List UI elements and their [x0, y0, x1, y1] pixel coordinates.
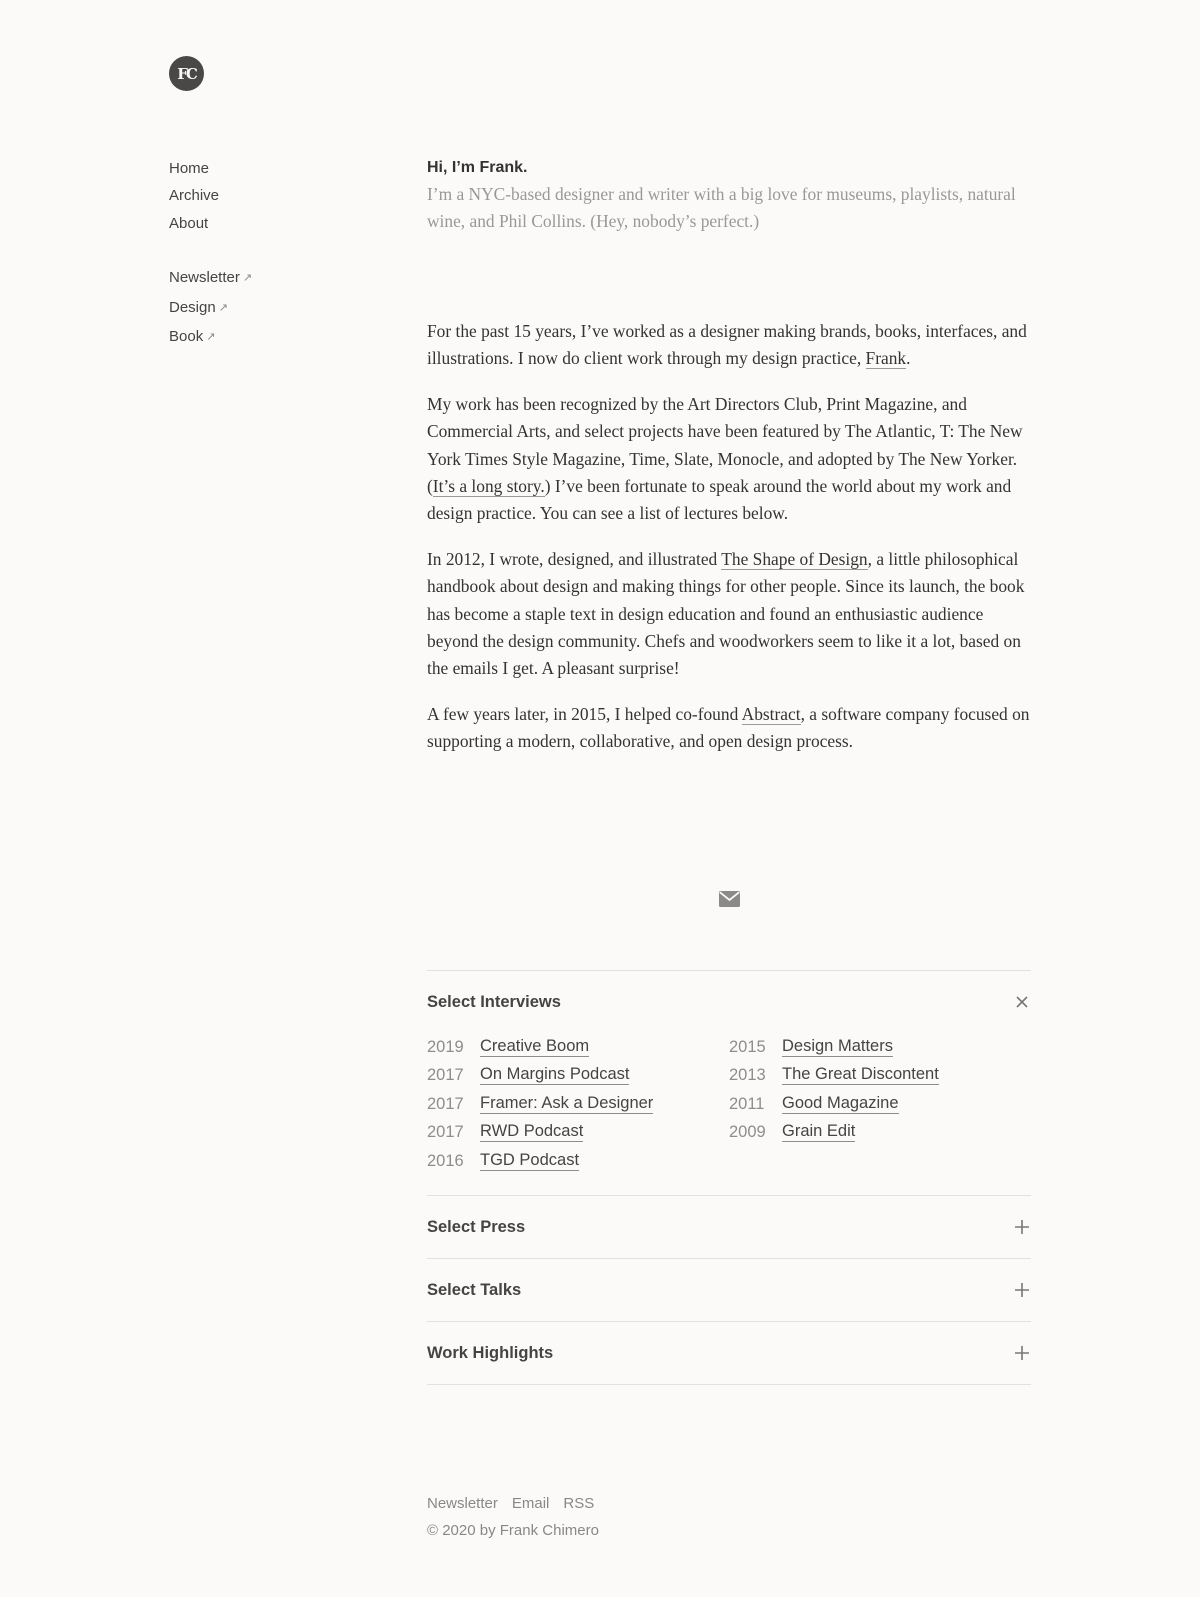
nav-newsletter-label: Newsletter	[169, 269, 240, 287]
mail-icon[interactable]	[719, 891, 740, 907]
nav-design[interactable]	[169, 294, 369, 323]
copyright: © 2020 by Frank Chimero	[427, 1522, 599, 1540]
interview-year: 2019	[427, 1038, 464, 1056]
accordion	[427, 970, 1031, 1385]
interviews-header[interactable]	[427, 971, 1031, 1033]
plus-icon[interactable]	[1013, 1344, 1031, 1362]
interview-year: 2017	[427, 1094, 464, 1113]
list-item	[427, 1090, 729, 1118]
interview-link[interactable]: On Margins Podcast	[480, 1065, 630, 1084]
interviews-section	[427, 970, 1031, 1195]
footer-email-link[interactable]: Email	[511, 1495, 550, 1512]
footer-rss-link[interactable]: RSS	[563, 1495, 595, 1512]
external-arrow-icon: ↗	[218, 301, 228, 314]
press-section	[427, 1195, 1031, 1258]
nav-archive[interactable]: Archive	[169, 187, 220, 205]
bio-paragraph	[427, 701, 1031, 756]
interview-link[interactable]: Good Magazine	[782, 1093, 899, 1112]
sidebar-nav	[169, 155, 369, 352]
section-title: Select Talks	[427, 1280, 522, 1299]
page-title: Hi, I’m Frank.	[427, 159, 528, 176]
primary-nav	[169, 155, 369, 237]
list-item	[427, 1118, 729, 1146]
list-item	[427, 1061, 729, 1089]
bio-paragraph	[427, 318, 1031, 373]
list-item	[427, 1033, 729, 1061]
list-item	[729, 1090, 1031, 1118]
intro	[427, 155, 1031, 236]
bio-paragraph	[427, 546, 1031, 683]
interview-link[interactable]: Framer: Ask a Designer	[480, 1093, 654, 1112]
footer-links	[427, 1490, 1031, 1517]
list-item	[729, 1061, 1031, 1089]
interview-year: 2017	[427, 1123, 464, 1142]
plus-icon[interactable]	[1013, 1281, 1031, 1299]
interview-year: 2009	[729, 1123, 766, 1142]
nav-design-label: Design	[169, 298, 216, 316]
frank-link[interactable]: Frank	[865, 348, 907, 369]
close-icon[interactable]	[1013, 993, 1031, 1011]
interview-year: 2016	[427, 1151, 464, 1170]
logo[interactable]	[169, 56, 204, 91]
interview-link[interactable]: Grain Edit	[782, 1122, 856, 1141]
bio	[427, 318, 1031, 756]
talks-header[interactable]	[427, 1259, 1031, 1321]
external-arrow-icon: ↗	[242, 272, 253, 285]
interviews-list	[427, 1033, 1031, 1195]
interview-link[interactable]: RWD Podcast	[480, 1122, 584, 1141]
highlights-section	[427, 1321, 1031, 1385]
bio-text: My work has been recognized by the Art Directors Club, Print Magazine, and Commercial Arts, and select projects have been featured by The Atlantic, T: The New York Times Style Magazine, Time, Slate, Monocle, and adopted by The New Yorker. (	[427, 393, 1023, 497]
shape-of-design-link[interactable]: The Shape of Design	[721, 548, 868, 569]
interview-year: 2013	[729, 1066, 766, 1085]
nav-book-label: Book	[169, 328, 204, 346]
list-item	[729, 1118, 1031, 1146]
list-item	[427, 1147, 729, 1175]
abstract-link[interactable]: Abstract	[741, 703, 801, 724]
section-title: Select Press	[427, 1217, 526, 1236]
bio-text: For the past 15 years, I’ve worked as a designer making brands, books, interfaces, and illustrations. I now do client work through my design practice,	[427, 321, 1027, 369]
external-arrow-icon: ↗	[206, 331, 216, 344]
bio-text: ) I’ve been fortunate to speak around the world about my work and design practice. You can see a list of lectures below.	[427, 476, 1012, 524]
nav-newsletter[interactable]	[169, 264, 369, 293]
nav-home[interactable]: Home	[169, 160, 210, 177]
bio-text: A few years later, in 2015, I helped co-found	[427, 703, 742, 724]
list-item	[729, 1033, 1031, 1061]
nav-book[interactable]	[169, 323, 369, 352]
bio-text: , a little philosophical handbook about design and making things for other people. Since its launch, the book has become a staple text in design education and found an enthusiastic audience beyond the design community. Chefs and woodworkers seem to like it a lot, based on the emails I get. A pleasant surprise!	[427, 548, 1025, 679]
logo-monogram: FC	[177, 64, 196, 83]
interview-link[interactable]: The Great Discontent	[782, 1065, 939, 1084]
interview-link[interactable]: TGD Podcast	[480, 1150, 580, 1169]
footer-newsletter-link[interactable]: Newsletter	[427, 1495, 498, 1512]
bio-text: .	[906, 348, 911, 369]
plus-icon[interactable]	[1013, 1218, 1031, 1236]
interview-link[interactable]: Creative Boom	[480, 1037, 590, 1055]
bio-text: , a software company focused on supporting a modern, collaborative, and open design process.	[427, 703, 1030, 752]
interview-year: 2015	[729, 1038, 766, 1056]
interview-link[interactable]: Design Matters	[782, 1037, 893, 1055]
bio-text: In 2012, I wrote, designed, and illustrated	[427, 548, 722, 569]
section-title: Select Interviews	[427, 992, 561, 1011]
footer	[427, 1490, 1031, 1545]
tagline: I’m a NYC-based designer and writer with a big love for museums, playlists, natural wine, and Phil Collins. (Hey, nobody’s perfect.)	[427, 184, 1016, 232]
talks-section	[427, 1258, 1031, 1321]
bio-paragraph	[427, 391, 1031, 528]
interview-year: 2017	[427, 1066, 464, 1085]
interview-year: 2011	[729, 1094, 765, 1113]
interviews-column-left	[427, 1033, 729, 1175]
section-title: Work Highlights	[427, 1343, 554, 1362]
external-nav	[169, 264, 369, 352]
press-header[interactable]	[427, 1196, 1031, 1258]
highlights-header[interactable]	[427, 1322, 1031, 1384]
long-story-link[interactable]: It’s a long story.	[432, 476, 545, 497]
nav-about[interactable]: About	[169, 214, 209, 232]
interviews-column-right	[729, 1033, 1031, 1175]
